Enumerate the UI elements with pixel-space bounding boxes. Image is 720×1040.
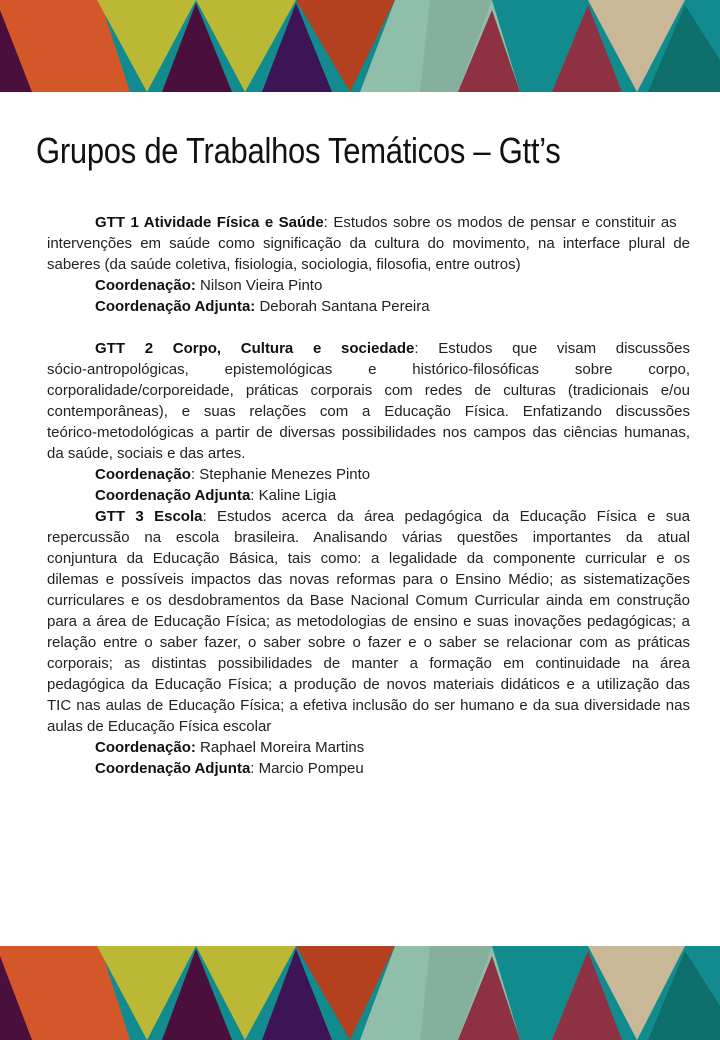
gtt2-line-4: teórico-metodológicas a partir de diversas possibilidades nos campos das ciências humanas, xyxy=(47,424,690,441)
gtt1-line-0: : Estudos sobre os modos de pensar e constituir as xyxy=(323,214,677,231)
gtt1-coord-label: Coordenação: xyxy=(95,277,196,294)
gtt1-coordination xyxy=(47,275,690,296)
gtt3-heading: GTT 3 Escola xyxy=(95,508,203,525)
gtt3-adjunct-coordination xyxy=(47,758,690,779)
gtt2-adjunct-coordination xyxy=(47,485,690,506)
gtt1-line-2: saberes (da saúde coletiva, fisiologia, sociologia, filosofia, entre outros) xyxy=(47,256,521,273)
gtt1-coord-name: Nilson Vieira Pinto xyxy=(195,277,323,294)
gtt3-line-2: conjuntura da Educação Básica, tais como: a legalidade da componente curricular e os xyxy=(47,550,690,567)
gtt2-heading: GTT 2 Corpo, Cultura e sociedade xyxy=(95,340,415,357)
gtt2-coord-label: Coordenação xyxy=(95,466,191,483)
gtt-section-3 xyxy=(47,506,690,779)
gtt2-line-3: contemporâneas), e suas relações com a Educação Física. Enfatizando discussões xyxy=(47,403,690,420)
gtt1-line-1: intervenções em saúde como significação da cultura do movimento, na interface plural de xyxy=(47,235,690,252)
triangle-pattern-top xyxy=(0,0,720,92)
gtt3-adj-label: Coordenação Adjunta xyxy=(95,760,251,777)
top-decorative-banner xyxy=(0,0,720,92)
document-body xyxy=(47,212,690,779)
gtt3-line-10: aulas de Educação Física escolar xyxy=(47,718,272,735)
gtt1-first-line xyxy=(47,212,690,233)
gtt3-line-0: : Estudos acerca da área pedagógica da Educação Física e sua xyxy=(202,508,690,525)
bottom-decorative-banner xyxy=(0,946,720,1040)
gtt3-line-1: repercussão na escola brasileira. Analisando várias questões importantes da atual xyxy=(47,529,690,546)
gtt2-line-0: : Estudos que visam discussões xyxy=(414,340,690,357)
gtt3-line-4: curriculares e os desdobramentos da Base Nacional Comum Curricular ainda em construção xyxy=(47,592,690,609)
section-spacer xyxy=(47,317,690,338)
gtt1-adj-name: Deborah Santana Pereira xyxy=(255,298,430,315)
gtt3-adj-name: : Marcio Pompeu xyxy=(250,760,364,777)
gtt1-adjunct-coordination xyxy=(47,296,690,317)
gtt-section-2 xyxy=(47,338,690,506)
gtt2-line-1: sócio-antropológicas, epistemológicas e histórico-filosóficas sobre corpo, xyxy=(47,361,690,378)
gtt2-adj-label: Coordenação Adjunta xyxy=(95,487,251,504)
gtt1-heading: GTT 1 Atividade Física e Saúde xyxy=(95,214,324,231)
gtt3-first-line xyxy=(47,506,690,527)
gtt3-line-5: para a área de Educação Física; as metodologias de ensino e suas inovações pedagógicas; a xyxy=(47,613,690,630)
gtt3-line-8: pedagógica da Educação Física; a produção de novos materiais didáticos e a utilização das xyxy=(47,676,690,693)
gtt-section-1 xyxy=(47,212,690,317)
gtt1-adj-label: Coordenação Adjunta: xyxy=(95,298,256,315)
gtt3-coord-label: Coordenação: xyxy=(95,739,196,756)
gtt3-line-3: dilemas e possíveis impactos das novas reformas para o Ensino Médio; as sistematizações xyxy=(47,571,690,588)
gtt2-adj-name: : Kaline Ligia xyxy=(250,487,337,504)
gtt3-line-6: relação entre o saber fazer, o saber sobre o fazer e o saber se relacionar com as práticas xyxy=(47,634,690,651)
gtt2-first-line xyxy=(47,338,690,359)
gtt3-line-9: TIC nas aulas de Educação Física; a efetiva inclusão do ser humano e da sua diversidade nas xyxy=(47,697,690,714)
gtt2-coord-name: : Stephanie Menezes Pinto xyxy=(190,466,371,483)
gtt2-line-5: da saúde, sociais e das artes. xyxy=(47,445,246,462)
gtt1-first-line-text xyxy=(95,214,677,231)
gtt3-coordination xyxy=(47,737,690,758)
gtt2-coordination xyxy=(47,464,690,485)
page-title: Grupos de Trabalhos Temáticos – Gtt’s xyxy=(36,130,561,171)
gtt2-line-2: corporalidade/corporeidade, práticas corporais com redes de culturas (tradicionais e/ou xyxy=(47,382,690,399)
gtt3-coord-name: Raphael Moreira Martins xyxy=(195,739,365,756)
triangle-pattern-bottom xyxy=(0,946,720,1040)
gtt3-line-7: corporais; as distintas possibilidades de manter a formação em continuidade na área xyxy=(47,655,690,672)
